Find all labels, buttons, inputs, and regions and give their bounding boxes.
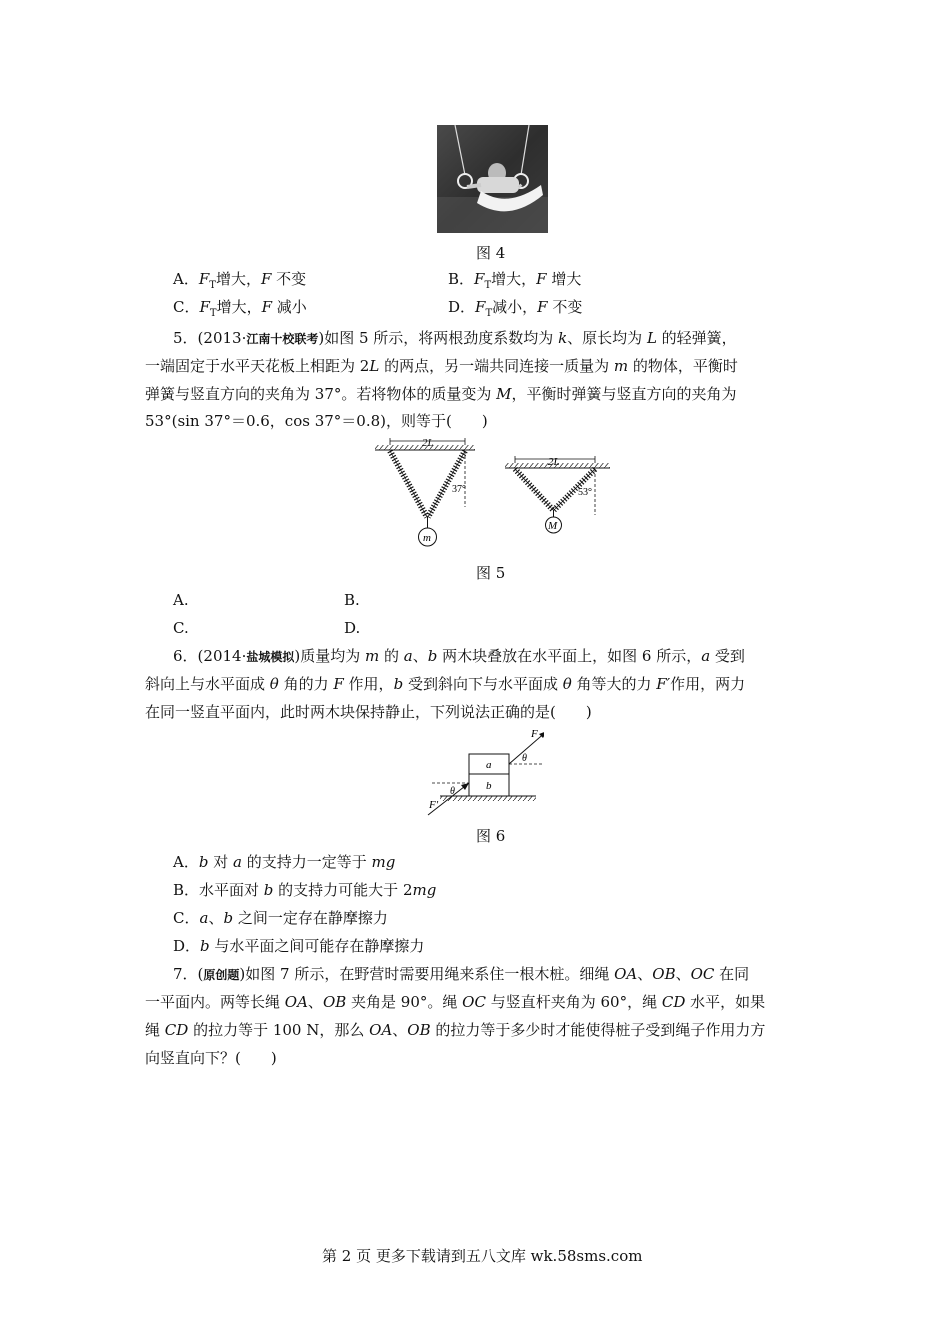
q6-line-1: 6．(2014·盐城模拟)质量均为 m 的 a、b 两木块叠放在水平面上，如图 6 所示，a 受到 <box>173 647 745 665</box>
fig5-left-mass: m <box>423 532 431 544</box>
gymnast-photo <box>437 125 548 233</box>
fig5-right-angle: 53° <box>578 487 592 498</box>
q5-line-3: 弹簧与竖直方向的夹角为 37°。若将物体的质量变为 M，平衡时弹簧与竖直方向的夹角为 <box>145 385 737 403</box>
option-4c: C．$F_T$增大，F 减小 <box>173 298 307 319</box>
q7-line-1: 7．(原创题)如图 7 所示，在野营时需要用绳来系住一根木桩。细绳 OA、OB、OC 在同 <box>173 965 750 983</box>
option-4d: D．$F_T$减小，F 不变 <box>448 298 583 319</box>
q6-option-b: B．水平面对 b 的支持力可能大于 2mg <box>173 881 437 899</box>
q5-line-4: 53°(sin 37°＝0.6，cos 37°＝0.8)，则等于( ) <box>145 412 488 430</box>
option-4a: A．$F_T$增大，F 不变 <box>173 270 307 291</box>
figure-4-caption: 图 4 <box>476 244 506 262</box>
fig5-right-span: 2L <box>548 456 560 468</box>
q6-option-d: D．b 与水平面之间可能存在静摩擦力 <box>173 937 425 955</box>
page-footer: 第 2 页 更多下载请到五八文库 wk.58sms.com <box>322 1247 643 1265</box>
option-4b: B．$F_T$增大，F 增大 <box>448 270 582 291</box>
theta-1-label: θ <box>522 753 527 764</box>
q7-line-4: 向竖直向下？( ) <box>145 1049 277 1067</box>
q7-line-3: 绳 CD 的拉力等于 100 N，那么 OA、OB 的拉力等于多少时才能使得桩子受到绳子作用力方 <box>145 1021 766 1039</box>
q5-line-1: 5．(2013·江南十校联考)如图 5 所示，将两根劲度系数均为 k、原长均为 L 的轻弹簧， <box>173 329 737 347</box>
q6-line-2: 斜向上与水平面成 θ 角的力 F 作用，b 受到斜向下与水平面成 θ 角等大的力 F′作用，两力 <box>145 675 746 693</box>
force-F-label: F <box>531 728 538 740</box>
q5-option-d: D. <box>344 619 361 637</box>
figure-6-caption: 图 6 <box>476 827 506 845</box>
block-a-label: a <box>486 759 492 771</box>
q6-option-c: C．a、b 之间一定存在静摩擦力 <box>173 909 388 927</box>
figure-5-caption: 图 5 <box>476 564 506 582</box>
q5-option-a: A. <box>173 591 189 609</box>
fig5-left-span: 2L <box>422 437 434 449</box>
fig5-left-angle: 37° <box>452 484 466 495</box>
block-b-label: b <box>486 780 492 792</box>
q5-option-c: C. <box>173 619 189 637</box>
q6-line-3: 在同一竖直平面内，此时两木块保持静止，下列说法正确的是( ) <box>145 703 592 721</box>
theta-2-label: θ <box>450 786 455 797</box>
figure-6-diagram <box>424 728 544 820</box>
fig5-right-mass: M <box>548 520 558 532</box>
q5-line-2: 一端固定于水平天花板上相距为 2L 的两点，另一端共同连接一质量为 m 的物体，平衡时 <box>145 357 738 375</box>
force-F-prime-label: F′ <box>429 799 439 811</box>
q7-line-2: 一平面内。两等长绳 OA、OB 夹角是 90°。绳 OC 与竖直杆夹角为 60°，绳 CD 水平，如果 <box>145 993 766 1011</box>
q5-option-b: B. <box>344 591 360 609</box>
q6-option-a: A．b 对 a 的支持力一定等于 mg <box>173 853 396 871</box>
figure-5-diagram <box>370 437 620 552</box>
